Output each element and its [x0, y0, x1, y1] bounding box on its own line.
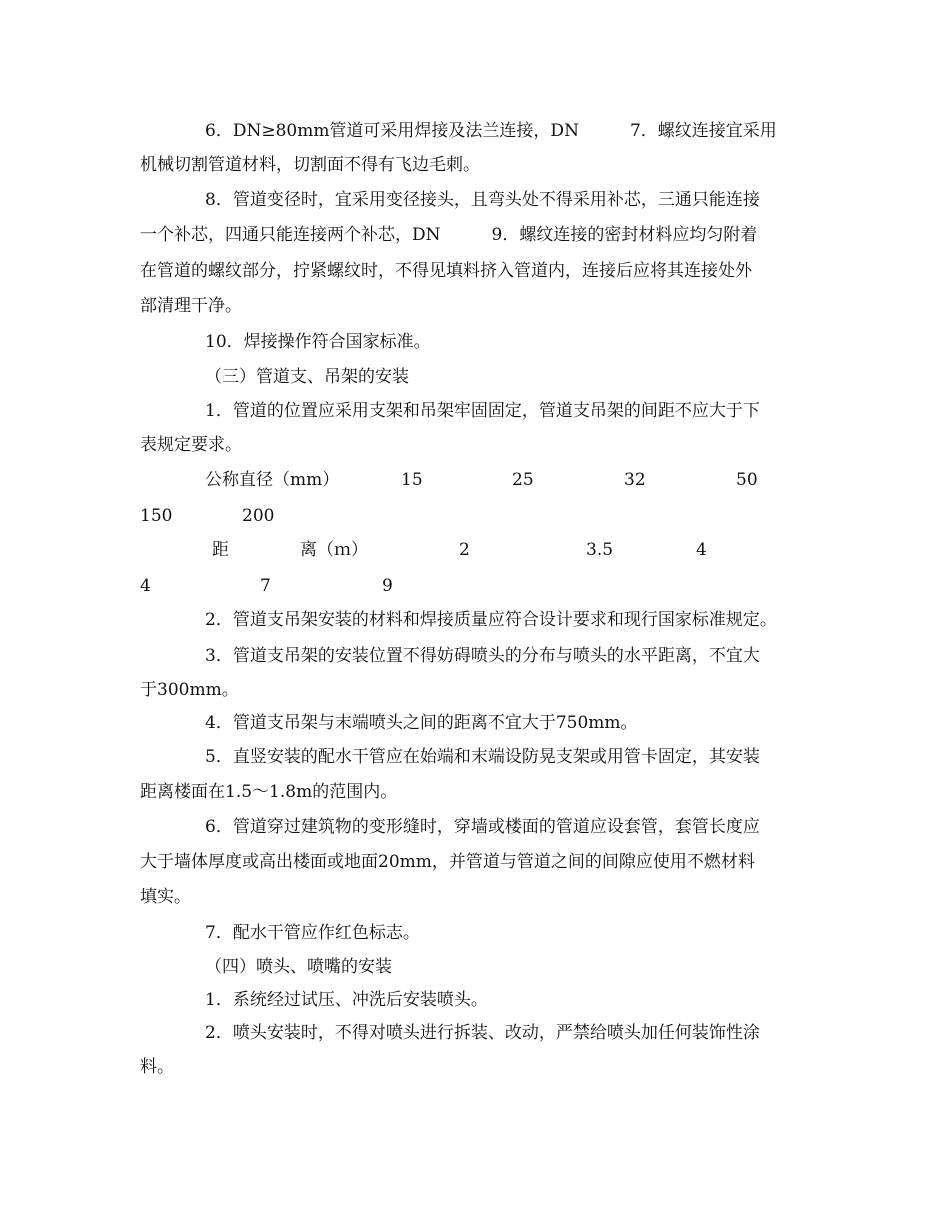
text-line: 于300mm。 [140, 680, 239, 700]
table-cell: 2 [459, 540, 470, 560]
table-cell: 7 [260, 576, 271, 596]
table-row-label: 离（ｍ） [300, 540, 368, 560]
text-line: 10．焊接操作符合国家标准。 [205, 332, 431, 352]
text-line: 6．管道穿过建筑物的变形缝时，穿墙或楼面的管道应设套管，套管长度应 [205, 817, 760, 837]
table-cell: 25 [512, 470, 534, 490]
table-cell: 4 [140, 576, 151, 596]
table-cell: 150 [140, 506, 173, 526]
text-line: 一个补芯，四通只能连接两个补芯，DN 9．螺纹连接的密封材料应均匀附着 [140, 225, 758, 245]
table-cell: 3.5 [586, 540, 614, 560]
table-cell: 15 [401, 470, 423, 490]
text-line: 5．直竖安装的配水干管应在始端和末端设防晃支架或用管卡固定，其安装 [205, 747, 760, 767]
text-line: 4．管道支吊架与末端喷头之间的距离不宜大于750mm。 [205, 713, 638, 733]
text-line: 大于墙体厚度或高出楼面或地面20mm，并管道与管道之间的间隙应使用不燃材料 [140, 852, 755, 872]
table-row-label: 距 [212, 540, 229, 560]
text-line: 距离楼面在1.5～1.8m的范围内。 [140, 782, 398, 802]
table-cell: 200 [242, 506, 275, 526]
text-line: 在管道的螺纹部分，拧紧螺纹时，不得见填料挤入管道内，连接后应将其连接处外 [140, 261, 752, 281]
text-line: 3．管道支吊架的安装位置不得妨碍喷头的分布与喷头的水平距离，不宜大 [205, 646, 760, 666]
text-line: 料。 [140, 1057, 174, 1077]
section-heading: （三）管道支、吊架的安装 [205, 367, 409, 387]
table-cell: 32 [624, 470, 646, 490]
section-heading: （四）喷头、喷嘴的安装 [205, 957, 392, 977]
text-line: 表规定要求。 [140, 435, 242, 455]
text-line: 填实。 [140, 887, 191, 907]
table-cell: 50 [736, 470, 758, 490]
text-line: 1．系统经过试压、冲洗后安装喷头。 [205, 990, 488, 1010]
text-line: 2．管道支吊架安装的材料和焊接质量应符合设计要求和现行国家标准规定。 [205, 610, 777, 630]
text-line: 2．喷头安装时，不得对喷头进行拆装、改动，严禁给喷头加任何装饰性涂 [205, 1023, 760, 1043]
text-line: 7．配水干管应作红色标志。 [205, 923, 420, 943]
table-cell: 9 [382, 576, 393, 596]
text-line: 1．管道的位置应采用支架和吊架牢固固定，管道支吊架的间距不应大于下 [205, 401, 760, 421]
text-line: 机械切割管道材料，切割面不得有飞边毛刺。 [140, 155, 480, 175]
text-line: 8．管道变径时，宜采用变径接头，且弯头处不得采用补芯，三通只能连接 [205, 190, 760, 210]
table-row-label: 公称直径（mm） [205, 470, 340, 490]
text-line: 6．DN≥80mm管道可采用焊接及法兰连接，DN 7．螺纹连接宜采用 [205, 121, 777, 141]
text-line: 部清理干净。 [140, 296, 242, 316]
table-cell: 4 [696, 540, 707, 560]
